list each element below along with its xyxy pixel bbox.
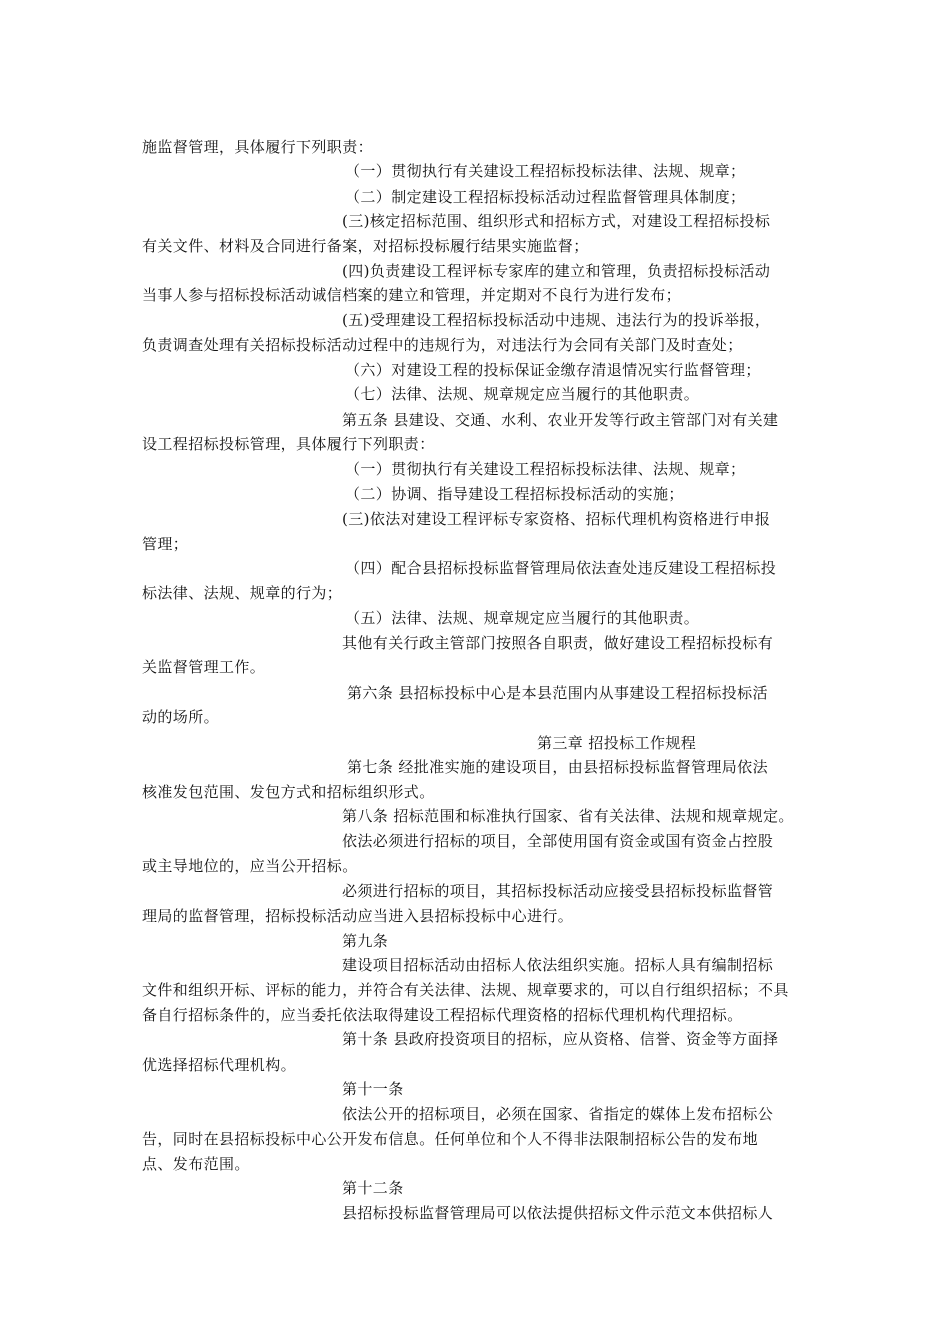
text-line: 建设项目招标活动由招标人依法组织实施。招标人具有编制招标 [342,956,774,974]
text-line: 关监督管理工作。 [142,658,266,676]
text-line: 设工程招标投标管理，具体履行下列职责： [142,435,435,453]
text-line: 或主导地位的，应当公开招标。 [142,857,358,875]
text-line: 当事人参与招标投标活动诚信档案的建立和管理，并定期对不良行为进行发布； [142,286,682,304]
text-line: (五)受理建设工程招标投标活动中违规、违法行为的投诉举报， [342,311,771,329]
text-line: 第六条 县招标投标中心是本县范围内从事建设工程招标投标活 [347,684,768,702]
text-line: 第七条 经批准实施的建设项目，由县招标投标监督管理局依法 [347,758,768,776]
text-line: 理局的监督管理，招标投标活动应当进入县招标投标中心进行。 [142,907,574,925]
text-line: 标法律、法规、规章的行为； [142,584,343,602]
text-line: 备自行招标条件的，应当委托依法取得建设工程招标代理资格的招标代理机构代理招标。 [142,1006,743,1024]
text-line: 县招标投标监督管理局可以依法提供招标文件示范文本供招标人 [342,1204,774,1222]
text-line: 必须进行招标的项目，其招标投标活动应接受县招标投标监督管 [342,882,774,900]
text-line: 施监督管理，具体履行下列职责： [142,138,374,156]
text-line: 点、发布范围。 [142,1155,250,1173]
text-line: 文件和组织开标、评标的能力，并符合有关法律、法规、规章要求的，可以自行组织招标；不具 [142,981,789,999]
text-line: (三)依法对建设工程评标专家资格、招标代理机构资格进行申报 [342,510,771,528]
text-line: (四)负责建设工程评标专家库的建立和管理，负责招标投标活动 [342,262,771,280]
text-line: 优选择招标代理机构。 [142,1056,297,1074]
chapter-heading: 第三章 招投标工作规程 [537,734,697,752]
text-line: 动的场所。 [142,708,220,726]
text-line: （二）协调、指导建设工程招标投标活动的实施； [345,485,684,503]
text-line: 第五条 县建设、交通、水利、农业开发等行政主管部门对有关建 [342,411,779,429]
text-line: 负责调查处理有关招标投标活动过程中的违规行为，对违法行为会同有关部门及时查处； [142,336,743,354]
text-line: 第十二条 [342,1179,404,1197]
text-line: 依法必须进行招标的项目，全部使用国有资金或国有资金占控股 [342,832,774,850]
text-line: 第八条 招标范围和标准执行国家、省有关法律、法规和规章规定。 [342,807,794,825]
text-line: （一）贯彻执行有关建设工程招标投标法律、法规、规章； [345,460,746,478]
text-line: 第十条 县政府投资项目的招标，应从资格、信誉、资金等方面择 [342,1030,779,1048]
text-line: 其他有关行政主管部门按照各自职责，做好建设工程招标投标有 [342,634,774,652]
text-line: （六）对建设工程的投标保证金缴存清退情况实行监督管理； [345,361,761,379]
text-line: （七）法律、法规、规章规定应当履行的其他职责。 [345,385,700,403]
text-line: 有关文件、材料及合同进行备案，对招标投标履行结果实施监督； [142,237,589,255]
text-line: (三)核定招标范围、组织形式和招标方式，对建设工程招标投标 [342,212,771,230]
text-line: （一）贯彻执行有关建设工程招标投标法律、法规、规章； [345,162,746,180]
text-line: （四）配合县招标投标监督管理局依法查处违反建设工程招标投 [345,559,777,577]
text-line: 第九条 [342,932,389,950]
text-line: （二）制定建设工程招标投标活动过程监督管理具体制度； [345,188,746,206]
text-line: 依法公开的招标项目，必须在国家、省指定的媒体上发布招标公 [342,1105,774,1123]
text-line: 告，同时在县招标投标中心公开发布信息。任何单位和个人不得非法限制招标公告的发布地 [142,1130,759,1148]
text-line: 核准发包范围、发包方式和招标组织形式。 [142,783,435,801]
text-line: （五）法律、法规、规章规定应当履行的其他职责。 [345,609,700,627]
text-line: 第十一条 [342,1080,404,1098]
text-line: 管理； [142,535,189,553]
